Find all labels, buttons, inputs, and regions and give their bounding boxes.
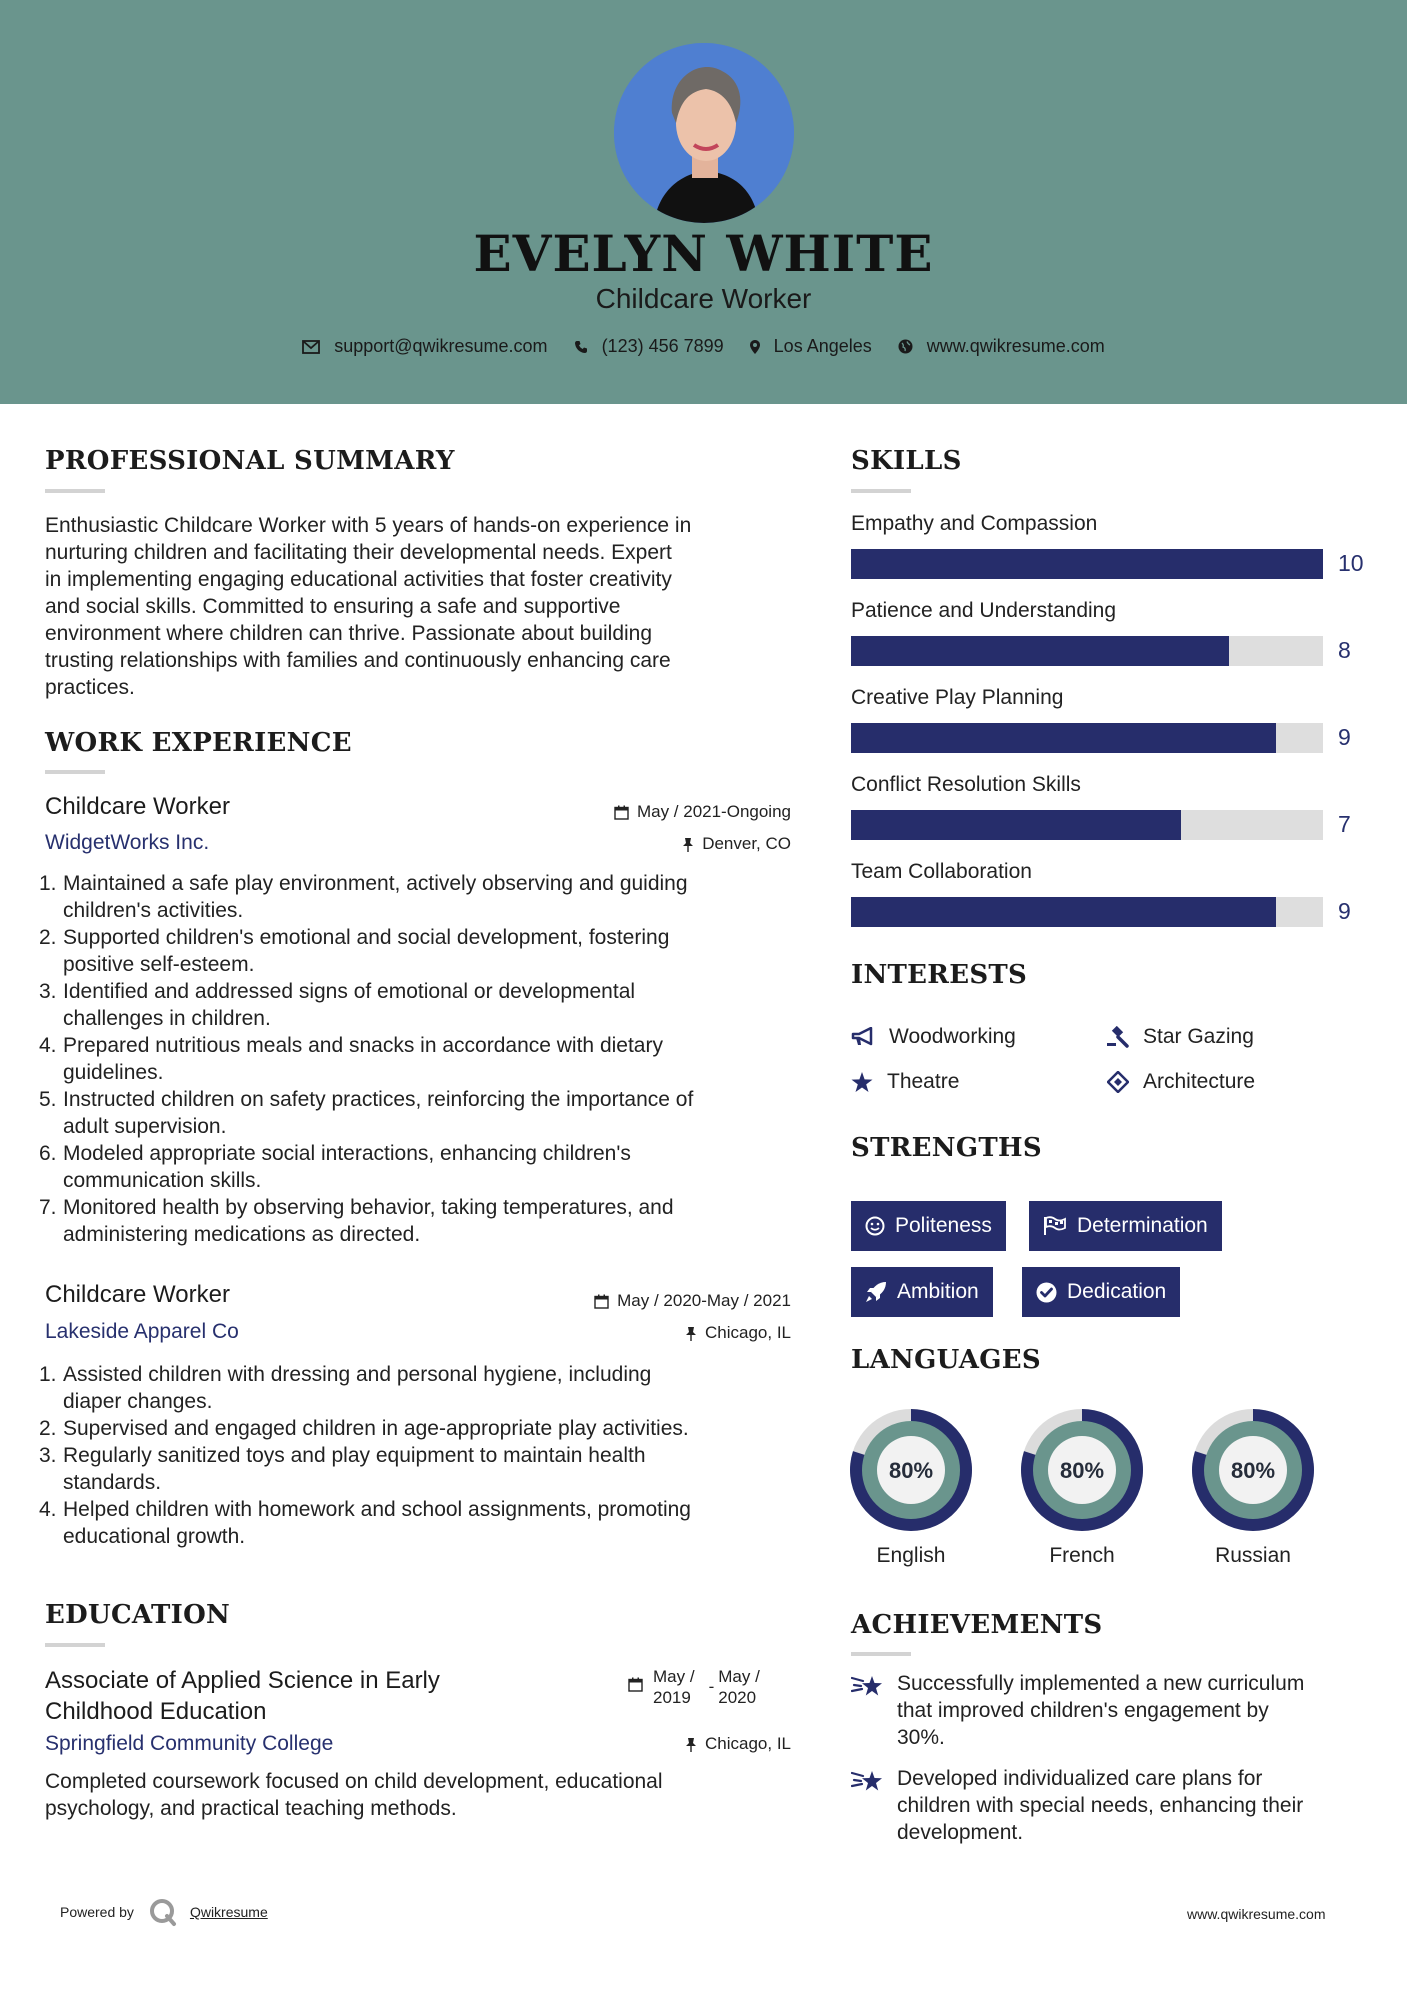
job-duties-list [39, 1361, 805, 1550]
education-desc-line: psychology, and practical teaching methods. [45, 1797, 457, 1820]
skill-score: 7 [1338, 811, 1351, 837]
language-name: French [1049, 1544, 1115, 1567]
summary-line: nurturing children and facilitating their developmental needs. Expert [45, 541, 672, 564]
language-name: Russian [1215, 1544, 1291, 1567]
job-location-text: Denver, CO [702, 834, 791, 853]
summary-line: in implementing engaging educational activities that foster creativity [45, 568, 672, 591]
date-separator: - [708, 1677, 715, 1696]
skill-bar-fill [851, 897, 1276, 927]
shooting-star-icon [851, 1672, 885, 1700]
phone-icon [574, 340, 588, 354]
language-progress-ring [1191, 1408, 1315, 1532]
powered-by-text: Powered by [60, 1904, 134, 1920]
achievement-text: Successfully implemented a new curriculum that improved children's engagement by 30%. [897, 1672, 1305, 1749]
job-date-text: May / 2021-Ongoing [636, 802, 791, 821]
contact-phone[interactable] [574, 336, 724, 357]
globe-icon [898, 339, 913, 354]
language-item [1191, 1408, 1315, 1568]
duty-item: 2. Supported children's emotional and social development, fostering positive self-esteem. [39, 926, 670, 976]
education-location-text: Chicago, IL [705, 1734, 791, 1753]
achievement-text: Developed individualized care plans for children with special needs, enhancing their development. [897, 1767, 1304, 1844]
skill-bar-track [851, 810, 1323, 840]
website-text: www.qwikresume.com [926, 336, 1105, 356]
language-percent: 80% [1059, 1458, 1105, 1483]
job-date [540, 1291, 791, 1311]
check-circle-icon [1036, 1282, 1057, 1303]
qwikresume-logo-icon [148, 1897, 178, 1927]
summary-line: practices. [45, 676, 135, 699]
achievement-item [851, 1670, 1371, 1751]
date-start: May / 2019 [653, 1667, 695, 1707]
degree-title [45, 1665, 440, 1727]
language-percent: 80% [1230, 1458, 1276, 1483]
summary-heading: PROFESSIONAL SUMMARY [45, 446, 455, 476]
contact-location [750, 336, 872, 357]
interest-item [851, 1025, 1016, 1049]
duty-item: 7. Monitored health by observing behavior, taking temperatures, and administering medications as directed. [39, 1196, 674, 1246]
map-pin-icon [750, 340, 760, 354]
duty-item: 2. Supervised and engaged children in age-appropriate play activities. [39, 1417, 689, 1440]
strength-label: Politeness [895, 1214, 992, 1237]
phone-text: (123) 456 7899 [601, 336, 724, 356]
duty-item: 6. Modeled appropriate social interactions, enhancing children's communication skills. [39, 1142, 631, 1192]
education-heading: EDUCATION [45, 1600, 231, 1630]
rocket-icon [865, 1281, 887, 1303]
summary-line: Enthusiastic Childcare Worker with 5 years of hands-on experience in [45, 514, 692, 537]
achievements-heading: ACHIEVEMENTS [851, 1610, 1103, 1640]
header-banner [0, 0, 1407, 404]
shooting-star-icon [851, 1767, 885, 1795]
skill-score: 9 [1338, 724, 1351, 750]
interest-label: Theatre [887, 1070, 960, 1093]
portrait-icon [614, 43, 794, 223]
achievements-underline [851, 1652, 911, 1656]
interest-item [1107, 1025, 1254, 1049]
strength-tag [1022, 1267, 1180, 1317]
interests-heading: INTERESTS [851, 960, 1028, 990]
education-location [560, 1734, 791, 1754]
strength-tag [1029, 1201, 1222, 1251]
language-progress-ring [1020, 1408, 1144, 1532]
duty-item: 4. Prepared nutritious meals and snacks in accordance with dietary guidelines. [39, 1034, 663, 1084]
skill-bar-track [851, 897, 1323, 927]
skill-score: 8 [1338, 637, 1351, 663]
email-text: support@qwikresume.com [334, 336, 548, 356]
gavel-icon [1107, 1026, 1129, 1048]
language-name: English [876, 1544, 946, 1567]
ticket-icon [1107, 1071, 1129, 1093]
duty-item: 4. Helped children with homework and school assignments, promoting educational growth. [39, 1498, 691, 1548]
interest-item [1107, 1070, 1255, 1094]
job-date-text: May / 2020-May / 2021 [617, 1291, 791, 1310]
skill-name: Patience and Understanding [851, 599, 1117, 622]
strength-label: Determination [1077, 1214, 1208, 1237]
skill-bar-track [851, 549, 1323, 579]
skill-score: 9 [1338, 898, 1351, 924]
qwikresume-link[interactable]: Qwikresume [189, 1904, 268, 1920]
location-text: Los Angeles [773, 336, 872, 356]
duty-item: 3. Regularly sanitized toys and play equipment to maintain health standards. [39, 1444, 646, 1494]
languages-heading: LANGUAGES [851, 1345, 1041, 1375]
flag-icon [1043, 1216, 1067, 1236]
strength-label: Dedication [1067, 1280, 1167, 1303]
work-heading: WORK EXPERIENCE [45, 728, 352, 758]
strengths-heading: STRENGTHS [851, 1133, 1042, 1163]
job-company: Lakeside Apparel Co [45, 1320, 239, 1343]
summary-line: trusting relationships with families and continuously enhancing care [45, 649, 671, 672]
skill-bar-track [851, 636, 1323, 666]
job-title: Childcare Worker [45, 793, 230, 820]
profile-photo [614, 43, 794, 223]
pushpin-icon [685, 1737, 697, 1752]
education-description [45, 1768, 805, 1822]
language-percent: 80% [888, 1458, 934, 1483]
work-underline [45, 770, 105, 774]
summary-line: and social skills. Committed to ensuring a safe and supportive [45, 595, 621, 618]
footer-powered-by [60, 1897, 268, 1927]
skill-bar-fill [851, 810, 1181, 840]
education-desc-line: Completed coursework focused on child development, educational [45, 1770, 663, 1793]
language-item [849, 1408, 973, 1568]
calendar-icon [614, 805, 629, 820]
skill-bar-fill [851, 636, 1229, 666]
summary-text [45, 512, 805, 701]
duty-item: 1. Maintained a safe play environment, actively observing and guiding children's activities. [39, 872, 688, 922]
job-location [560, 834, 791, 854]
pushpin-icon [682, 837, 694, 852]
skill-score: 10 [1338, 550, 1364, 576]
job-location-text: Chicago, IL [705, 1323, 791, 1342]
interest-label: Woodworking [889, 1025, 1016, 1048]
school-name: Springfield Community College [45, 1732, 334, 1755]
summary-underline [45, 489, 105, 493]
job-location [560, 1323, 791, 1343]
achievement-item [851, 1765, 1371, 1846]
envelope-icon [302, 340, 320, 354]
skill-name: Conflict Resolution Skills [851, 773, 1081, 796]
education-underline [45, 1643, 105, 1647]
job-duties-list [39, 870, 805, 1248]
skill-name: Team Collaboration [851, 860, 1032, 883]
job-date [560, 802, 791, 822]
interest-item [851, 1070, 959, 1094]
star-icon [851, 1072, 873, 1093]
skill-name: Creative Play Planning [851, 686, 1064, 709]
skill-name: Empathy and Compassion [851, 512, 1098, 535]
candidate-title: Childcare Worker [595, 283, 812, 314]
skills-underline [851, 489, 911, 493]
pushpin-icon [685, 1326, 697, 1341]
language-progress-ring [849, 1408, 973, 1532]
footer-website[interactable]: www.qwikresume.com [1187, 1906, 1326, 1922]
candidate-name: EVELYN WHITE [473, 224, 934, 283]
date-end: May / 2020 [718, 1667, 760, 1707]
interest-label: Architecture [1143, 1070, 1256, 1093]
strength-label: Ambition [897, 1280, 979, 1303]
duty-item: 5. Instructed children on safety practices, reinforcing the importance of adult supervision. [39, 1088, 694, 1138]
interest-label: Star Gazing [1143, 1025, 1254, 1048]
contact-website[interactable] [898, 336, 1105, 357]
language-item [1020, 1408, 1144, 1568]
skills-heading: SKILLS [851, 446, 962, 476]
calendar-icon [594, 1294, 609, 1309]
strength-tag [851, 1267, 993, 1317]
duty-item: 3. Identified and addressed signs of emotional or developmental challenges in children. [39, 980, 636, 1030]
strength-tag [851, 1201, 1006, 1251]
contact-bar [0, 336, 1407, 357]
duty-item: 1. Assisted children with dressing and personal hygiene, including diaper changes. [39, 1363, 652, 1413]
contact-email[interactable] [302, 336, 547, 357]
degree-line: Associate of Applied Science in Early [45, 1667, 440, 1694]
degree-line: Childhood Education [45, 1698, 267, 1725]
job-company: WidgetWorks Inc. [45, 831, 210, 854]
smile-icon [865, 1216, 885, 1236]
calendar-icon [628, 1677, 643, 1692]
education-date [628, 1666, 760, 1708]
job-title: Childcare Worker [45, 1281, 230, 1308]
skill-bar-fill [851, 723, 1276, 753]
summary-line: environment where children can thrive. Passionate about building [45, 622, 653, 645]
megaphone-icon [851, 1027, 875, 1047]
skill-bar-track [851, 723, 1323, 753]
skill-bar-fill [851, 549, 1323, 579]
